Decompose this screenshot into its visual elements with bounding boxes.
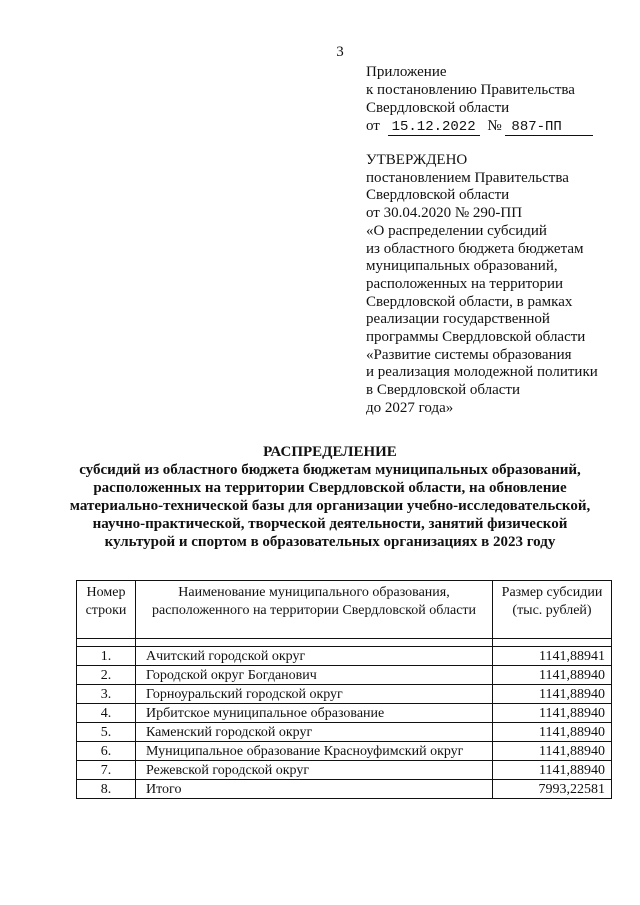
spacer-cell xyxy=(136,639,493,647)
table-row xyxy=(77,742,612,761)
approval-line: «Развитие системы образования xyxy=(366,346,572,363)
spacer-cell xyxy=(493,639,612,647)
approval-line: Свердловской области xyxy=(366,187,510,204)
row-number: 6. xyxy=(77,742,136,761)
subsidy-amount: 1141,88940 xyxy=(493,723,612,742)
header-text: расположенного на территории Свердловской области xyxy=(151,603,477,618)
municipality-name: Горноуральский городской округ xyxy=(136,685,493,704)
appendix-line: Приложение xyxy=(366,64,447,80)
approval-line: в Свердловской области xyxy=(366,382,521,399)
municipality-name: Городской округ Богданович xyxy=(136,666,493,685)
appendix-line: к постановлению Правительства xyxy=(366,82,575,98)
municipality-name: Муниципальное образование Красноуфимский округ xyxy=(136,742,493,761)
table-row xyxy=(77,647,612,666)
subsidy-amount: 1141,88940 xyxy=(493,704,612,723)
title-line: научно-практической, творческой деятельности, занятий физической xyxy=(92,516,568,532)
decree-number: 887-ПП xyxy=(505,120,593,136)
table-row xyxy=(77,685,612,704)
subsidy-amount: 1141,88940 xyxy=(493,742,612,761)
title-line: культурой и спортом в образовательных организациях в 2023 году xyxy=(104,534,556,550)
appendix-line: Свердловской области xyxy=(366,100,510,116)
table-row xyxy=(77,704,612,723)
approval-block xyxy=(366,152,598,418)
document-title xyxy=(50,443,610,551)
header-text: (тыс. рублей) xyxy=(512,603,592,618)
row-number: 7. xyxy=(77,761,136,780)
header-text: Наименование муниципального образования, xyxy=(178,585,450,600)
table-spacer-row xyxy=(77,639,612,647)
subsidy-amount: 1141,88940 xyxy=(493,685,612,704)
municipality-name: Ирбитское муниципальное образование xyxy=(136,704,493,723)
title-line: расположенных на территории Свердловской области, на обновление xyxy=(93,480,567,496)
row-number: 8. xyxy=(77,780,136,799)
title-line: субсидий из областного бюджета бюджетам муниципальных образований, xyxy=(79,462,581,478)
approval-line: программы Свердловской области xyxy=(366,329,586,346)
approval-line: и реализация молодежной политики xyxy=(366,364,598,381)
approval-line: Свердловской области, в рамках xyxy=(366,293,573,310)
table-row xyxy=(77,761,612,780)
approval-line: муниципальных образований, xyxy=(366,258,558,275)
row-number: 1. xyxy=(77,647,136,666)
row-number: 5. xyxy=(77,723,136,742)
row-number: 3. xyxy=(77,685,136,704)
header-amount xyxy=(493,581,612,639)
municipality-name: Ачитский городской округ xyxy=(136,647,493,666)
approval-line: постановлением Правительства xyxy=(366,169,569,186)
header-text: Номер xyxy=(86,585,126,600)
approval-line: из областного бюджета бюджетам xyxy=(366,240,584,257)
number-prefix: № xyxy=(487,118,502,134)
title-heading: РАСПРЕДЕЛЕНИЕ xyxy=(263,444,397,460)
table-row xyxy=(77,723,612,742)
appendix-block xyxy=(366,63,593,136)
date-prefix: от xyxy=(366,118,380,134)
decree-date: 15.12.2022 xyxy=(388,120,480,136)
row-number: 4. xyxy=(77,704,136,723)
header-text: Размер субсидии xyxy=(501,585,603,600)
page-number: 3 xyxy=(336,44,344,60)
approval-line: до 2027 года» xyxy=(366,399,454,416)
table-header-row xyxy=(77,581,612,639)
spacer-cell xyxy=(77,639,136,647)
table-row xyxy=(77,666,612,685)
approval-line: от 30.04.2020 № 290-ПП xyxy=(366,205,523,222)
approval-line: реализации государственной xyxy=(366,311,550,328)
table-total-row xyxy=(77,780,612,799)
title-line: материально-технической базы для организации учебно-исследовательской, xyxy=(69,498,591,514)
total-amount: 7993,22581 xyxy=(493,780,612,799)
approval-line: «О распределении субсидий xyxy=(366,222,547,239)
row-number: 2. xyxy=(77,666,136,685)
subsidy-amount: 1141,88940 xyxy=(493,761,612,780)
municipality-name: Каменский городской округ xyxy=(136,723,493,742)
subsidy-amount: 1141,88940 xyxy=(493,666,612,685)
header-text: строки xyxy=(85,603,127,618)
approval-line: расположенных на территории xyxy=(366,275,564,292)
header-municipality xyxy=(136,581,493,639)
appendix-date-line xyxy=(366,117,593,136)
subsidy-amount: 1141,88941 xyxy=(493,647,612,666)
distribution-table xyxy=(76,580,612,799)
approval-line: УТВЕРЖДЕНО xyxy=(366,152,468,168)
municipality-name: Режевской городской округ xyxy=(136,761,493,780)
total-label: Итого xyxy=(136,780,493,799)
header-row-number xyxy=(77,581,136,639)
